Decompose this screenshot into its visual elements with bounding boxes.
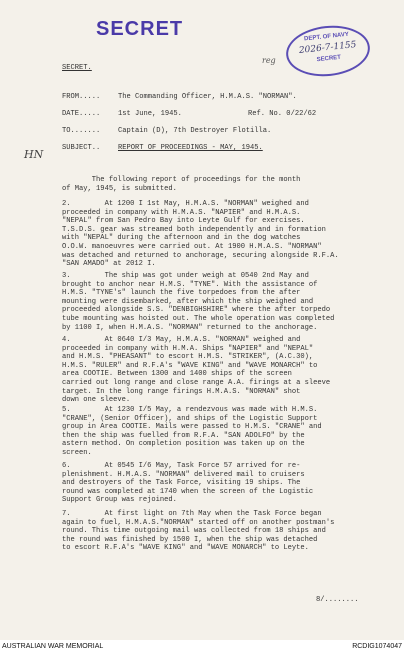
footer-record-id: RCDIG1074047 xyxy=(352,643,402,650)
seal-top-text: DEPT. OF NAVY xyxy=(303,31,350,43)
footer-institution: AUSTRALIAN WAR MEMORIAL xyxy=(2,643,104,650)
paragraph-7: 7. At first light on 7th May when the Task Force began again to fuel, H.M.A.S."NORMAN" started off on another postman's round. This time outgoing mail was collected from 18 ships and the round was finished by 1500 I, when the ship was detached to escort R.F.A's "WAVE KING" and "WAVE MONARCH" to Leyte. xyxy=(62,510,335,553)
from-label: FROM..... xyxy=(62,93,101,101)
subject-value: REPORT OF PROCEEDINGS - MAY, 1945. xyxy=(118,144,263,152)
subject-label: SUBJECT.. xyxy=(62,144,101,152)
paragraph-3: 3. The ship was got under weigh at 0540 2nd May and brought to anchor near H.M.S. "TYNE". With the assistance of H.M.S. "TYNE's" launch the five torpedoes from the after mounting were disembarked, after which the ship weighed and proceeded alongside S.S. "DENBIGHSHIRE" where the after torpedo tube mounting was hoisted out. The whole operation was completed by 1100 I, when H.M.A.S. "NORMAN" returned to the anchorage. xyxy=(62,272,335,332)
date-label: DATE..... xyxy=(62,110,101,118)
paragraph-5: 5. At 1230 I/5 May, a rendezvous was made with H.M.S. "CRANE", (Senior Officer), and ships of the Logistic Support group in Area COOTIE. Mails were passed to H.M.S. "CRANE" and then the ship was fuelled from R.F.A. "SAN ADOLFO" by the astern method. On completion position was taken up on the screen. xyxy=(62,406,322,457)
paragraph-2: 2. At 1200 I 1st May, H.M.A.S. "NORMAN" weighed and proceeded in company with H.M.A.S. "NAPIER" and H.M.A.S. "NEPAL" from San Pedro Bay into Leyte Gulf for exercises. T.S.D.S. gear was streamed both independently and in formation with "NEPAL" during the afternoon and in the dog watches O.O.W. manoeuvres were carried out. At 1900 H.M.A.S. "NORMAN" was detached and returned to anchorage, securing alongside R.F.A. "SAN AMADO" at 2012 I. xyxy=(62,200,339,269)
continuation-marker: 8/........ xyxy=(316,596,359,604)
from-value: The Commanding Officer, H.M.A.S. "NORMAN". xyxy=(118,93,297,101)
intro-paragraph: The following report of proceedings for the month of May, 1945, is submitted. xyxy=(62,176,301,193)
archive-footer xyxy=(0,640,404,654)
to-value: Captain (D), 7th Destroyer Flotilla. xyxy=(118,127,272,135)
classification-heading: SECRET. xyxy=(62,64,92,72)
registry-handwritten-mark: reg xyxy=(262,56,276,65)
secret-stamp: SECRET xyxy=(96,18,184,40)
margin-initials: HN xyxy=(24,148,44,161)
seal-bottom-text: SECRET xyxy=(316,54,342,64)
date-value: 1st June, 1945. xyxy=(118,110,182,118)
to-label: TO....... xyxy=(62,127,101,135)
paragraph-4: 4. At 0640 I/3 May, H.M.A.S. "NORMAN" weighed and proceeded in company with H.M.A. Ships "NAPIER" and "NEPAL" and H.M.S. "PHEASANT" to escort H.M.S. "STRIKER", (A.C.30), H.M.S. "RULER" and R.F.A's "WAVE KING" and "WAVE MONARCH" to area COOTIE. Between 1300 and 1400 ships of the screen carried out long range and close range A.A. firings at a sleeve target. In the long range firings H.M.A.S. "NORMAN" shot down one sleeve. xyxy=(62,336,331,405)
paragraph-6: 6. At 0545 I/6 May, Task Force 57 arrived for re- plenishment. H.M.A.S. "NORMAN" delivered mail to cruisers and destroyers of the Task Force, visiting 19 ships. The round was completed at 1740 when the screen of the Logistic Support Group was rejoined. xyxy=(62,462,314,505)
seal-number: 2026-7-1155 xyxy=(298,40,357,57)
reference-number: Ref. No. 0/22/62 xyxy=(248,110,317,118)
navy-registry-seal xyxy=(284,22,373,81)
